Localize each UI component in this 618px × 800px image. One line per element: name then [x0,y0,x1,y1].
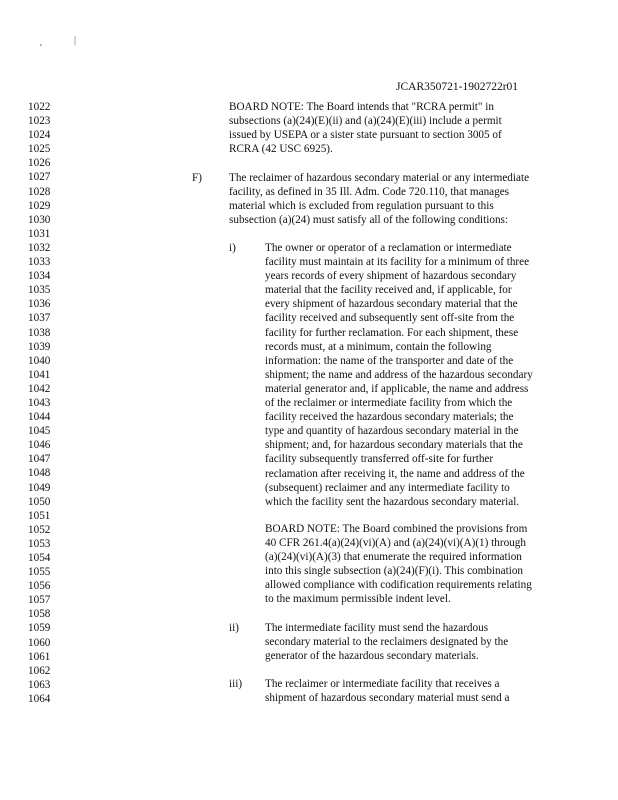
text-line: shipment; and, for hazardous secondary materials that the [265,439,523,452]
section-f-text [229,171,599,227]
line-number: 1030 [28,213,51,226]
text-line: material which is excluded from regulation pursuant to this [229,199,494,212]
text-line: (subsequent) reclaimer and any intermediate facility to [265,481,510,494]
text-line: subsection (a)(24) must satisfy all of the following conditions: [229,213,509,226]
text-line: reclamation after receiving it, the name and address of the [265,467,525,480]
board-note-1 [229,100,589,156]
line-number: 1063 [28,678,51,691]
line-number: 1047 [28,453,51,466]
line-number: 1060 [28,636,51,649]
section-f-label: F) [192,171,202,184]
line-number: 1044 [28,411,51,424]
line-number: 1024 [28,129,51,142]
line-number: 1057 [28,594,51,607]
text-line: shipment of hazardous secondary material must send a [265,692,510,705]
line-number: 1051 [28,509,51,522]
text-line: shipment; the name and address of the hazardous secondary [265,368,533,381]
line-number: 1052 [28,523,51,536]
text-line: generator of the hazardous secondary materials. [265,649,479,662]
page-header: JCAR350721-1902722r01 [396,81,519,93]
text-line: of the reclaimer or intermediate facility from which the [265,397,513,410]
text-line: years records of every shipment of hazardous secondary [265,270,517,283]
line-number: 1064 [28,692,51,705]
line-number: 1029 [28,199,51,212]
text-line: facility subsequently transferred off-site for further [265,453,494,466]
item-iii-text [265,677,595,705]
text-line: allowed compliance with codification requirements relating [265,579,532,592]
text-line: material generator and, if applicable, the name and address [265,382,529,395]
text-line: information: the name of the transporter and date of the [265,354,514,367]
line-number: 1036 [28,298,51,311]
line-number: 1050 [28,495,51,508]
line-number: 1027 [28,171,51,184]
line-number: 1037 [28,312,51,325]
line-number: 1040 [28,354,51,367]
line-number: 1035 [28,284,51,297]
line-number: 1038 [28,326,51,339]
text-line: subsections (a)(24)(E)(ii) and (a)(24)(E)(iii) include a permit [229,115,502,128]
item-i-text [265,241,595,509]
text-line: facility, as defined in 35 Ill. Adm. Code 720.110, that manages [229,185,510,198]
text-line: to the maximum permissible indent level. [265,593,451,606]
text-line: The reclaimer of hazardous secondary material or any intermediate [229,171,530,184]
line-number: 1053 [28,537,51,550]
text-line: facility must maintain at its facility for a minimum of three [265,256,530,269]
line-number: 1058 [28,608,51,621]
line-number: 1049 [28,481,51,494]
line-number: 1055 [28,566,51,579]
line-number: 1039 [28,340,51,353]
text-line: 40 CFR 261.4(a)(24)(vi)(A) and (a)(24)(vi)(A)(1) through [265,537,526,550]
text-line: The owner or operator of a reclamation or intermediate [265,242,512,254]
item-iii-label: iii) [229,678,243,691]
text-line: BOARD NOTE: The Board combined the provisions from [265,523,528,535]
text-line: which the facility sent the hazardous secondary material. [265,495,520,508]
line-number: 1034 [28,270,51,283]
line-number: 1033 [28,256,51,269]
text-line: records must, at a minimum, contain the following [265,340,492,353]
line-number: 1056 [28,580,51,593]
line-number: 1054 [28,552,51,564]
text-line: secondary material to the reclaimers designated by the [265,635,509,648]
board-note-2 [265,522,595,607]
line-number: 1025 [28,143,51,156]
line-number: 1042 [28,382,51,395]
text-line: facility received the hazardous secondary materials; the [265,411,514,424]
item-i-label: i) [229,242,236,254]
line-number: 1043 [28,396,51,409]
line-number: 1046 [28,439,51,452]
text-line: The intermediate facility must send the hazardous [265,621,489,634]
line-number: 1028 [28,185,51,198]
text-line: RCRA (42 USC 6925). [229,143,333,156]
text-line: facility received and subsequently sent off-site from the [265,312,515,325]
text-line: into this single subsection (a)(24)(F)(i). This combination [265,565,524,578]
scan-mark-1: ' [40,43,42,54]
scan-mark-2: | [74,35,77,46]
text-line: The reclaimer or intermediate facility that receives a [265,678,500,691]
line-number: 1023 [28,115,51,128]
text-line: facility for further reclamation. For each shipment, these [265,326,519,339]
line-number-column [28,100,68,706]
line-number: 1026 [28,157,51,170]
line-number: 1045 [28,425,51,438]
text-line: material that the facility received and, if applicable, for [265,284,512,297]
text-line: every shipment of hazardous secondary material that the [265,298,518,311]
line-number: 1032 [28,241,51,254]
line-number: 1062 [28,664,51,677]
text-line: issued by USEPA or a sister state pursuant to section 3005 of [229,129,502,142]
line-number: 1061 [28,650,51,663]
item-ii-label: ii) [229,621,239,634]
text-line: (a)(24)(vi)(A)(3) that enumerate the required information [265,551,522,564]
line-number: 1048 [28,467,51,480]
line-number: 1059 [28,622,51,635]
item-ii-text [265,621,595,663]
text-line: type and quantity of hazardous secondary material in the [265,425,519,438]
line-number: 1041 [28,368,51,381]
line-number: 1022 [28,101,51,113]
line-number: 1031 [28,227,51,240]
text-line: BOARD NOTE: The Board intends that "RCRA permit" in [229,101,494,113]
